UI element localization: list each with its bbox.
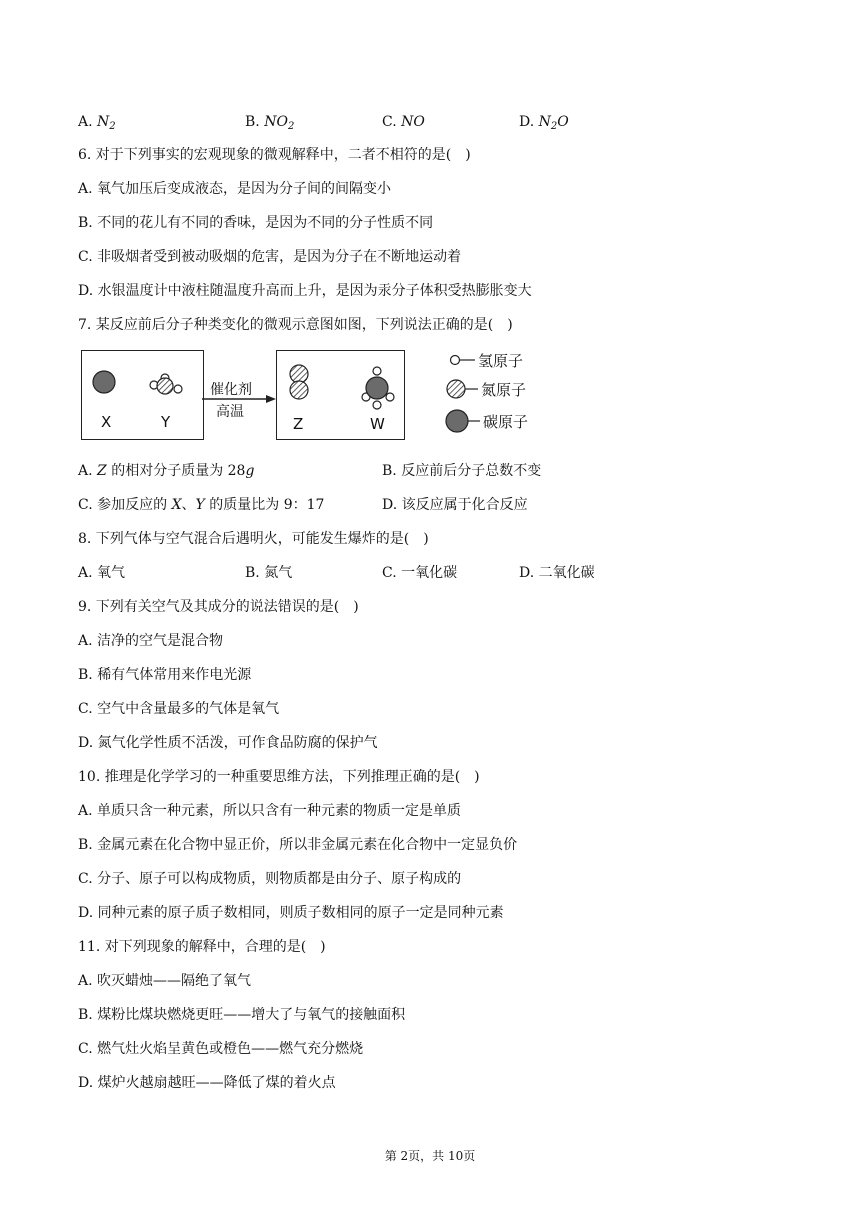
legend-carbon-label: 碳原子 — [483, 413, 529, 431]
q9-option-d: D. 氮气化学性质不活泼，可作食品防腐的保护气 — [78, 735, 378, 751]
option-var: Z — [97, 463, 107, 479]
q11-option-d: D. 煤炉火越扇越旺——降低了煤的着火点 — [78, 1075, 336, 1091]
q8-stem: 8. 下列气体与空气混合后遇明火，可能发生爆炸的是( ) — [78, 531, 429, 547]
option-var: Y — [195, 497, 205, 513]
q11-option-a: A. 吹灭蜡烛——隔绝了氧气 — [78, 973, 252, 989]
formula: N — [97, 114, 110, 130]
q10-option-d: D. 同种元素的原子质子数相同，则质子数相同的原子一定是同种元素 — [78, 905, 504, 921]
option-prefix: B. — [245, 114, 260, 130]
molecule-drawing — [0, 0, 860, 460]
q9-option-a: A. 洁净的空气是混合物 — [78, 633, 224, 649]
q7-option-d: D. 该反应属于化合反应 — [382, 497, 528, 513]
option-prefix: C. — [382, 114, 397, 130]
q11-option-b: B. 煤粉比煤块燃烧更旺——增大了与氧气的接触面积 — [78, 1007, 406, 1023]
q10-stem: 10. 推理是化学学习的一种重要思维方法，下列推理正确的是( ) — [78, 769, 480, 785]
legend-nitrogen-symbol — [447, 380, 478, 398]
q11-option-c: C. 燃气灶火焰呈黄色或橙色——燃气充分燃烧 — [78, 1041, 364, 1057]
molecule-z — [290, 365, 308, 399]
arrow-condition-catalyst: 催化剂 — [210, 382, 252, 398]
option-text: 、 — [181, 497, 196, 513]
formula: O — [557, 114, 569, 130]
option-prefix: D. — [519, 114, 535, 130]
molecule-x — [93, 371, 115, 393]
q6-option-c: C. 非吸烟者受到被动吸烟的危害，是因为分子在不断地运动着 — [78, 249, 462, 265]
q6-stem: 6. 对于下列事实的宏观现象的微观解释中，二者不相符的是( ) — [78, 147, 471, 163]
legend-hydrogen-symbol — [451, 356, 476, 365]
legend-hydrogen-label: 氢原子 — [478, 352, 524, 370]
q8-option-b: B. 氮气 — [245, 565, 293, 581]
q8-option-c: C. 一氧化碳 — [382, 565, 458, 581]
molecule-w — [362, 367, 394, 409]
subscript: 2 — [550, 121, 558, 132]
formula: NO — [264, 114, 288, 130]
option-text: A. — [78, 463, 98, 479]
option-text: 的相对分子质量为 28 — [106, 463, 246, 479]
q6-option-a: A. 氧气加压后变成液态，是因为分子间的间隔变小 — [78, 181, 392, 197]
option-var: X — [171, 497, 182, 513]
q7-stem: 7. 某反应前后分子种类变化的微观示意图如图，下列说法正确的是( ) — [78, 317, 513, 333]
q9-stem: 9. 下列有关空气及其成分的说法错误的是( ) — [78, 599, 359, 615]
q9-option-b: B. 稀有气体常用来作电光源 — [78, 667, 252, 683]
label-x: X — [101, 413, 112, 431]
formula: N — [538, 114, 551, 130]
subscript: 2 — [287, 121, 295, 132]
arrow-condition-temperature: 高温 — [216, 404, 244, 420]
q7-option-a — [78, 461, 254, 481]
q7-option-c — [78, 495, 324, 515]
q11-stem: 11. 对下列现象的解释中，合理的是( ) — [78, 939, 326, 955]
q10-option-b: B. 金属元素在化合物中显正价，所以非金属元素在化合物中一定显负价 — [78, 837, 518, 853]
option-text: C. 参加反应的 — [78, 497, 172, 513]
q6-option-d: D. 水银温度计中液柱随温度升高而上升，是因为汞分子体积受热膨胀变大 — [78, 283, 532, 299]
molecule-y — [150, 374, 182, 394]
label-z: Z — [293, 415, 304, 433]
option-text: 的质量比为 9：17 — [204, 497, 325, 513]
q8-option-a: A. 氧气 — [78, 565, 126, 581]
q8-option-d: D. 二氧化碳 — [519, 565, 595, 581]
formula: NO — [401, 114, 425, 130]
q9-option-c: C. 空气中含量最多的气体是氧气 — [78, 701, 280, 717]
q6-option-b: B. 不同的花儿有不同的香味，是因为不同的分子性质不同 — [78, 215, 434, 231]
legend-carbon-symbol — [446, 410, 480, 432]
q10-option-a: A. 单质只含一种元素，所以只含有一种元素的物质一定是单质 — [78, 803, 462, 819]
subscript: 2 — [109, 121, 116, 132]
q10-option-c: C. 分子、原子可以构成物质，则物质都是由分子、原子构成的 — [78, 871, 462, 887]
q7-option-b: B. 反应前后分子总数不变 — [382, 463, 542, 479]
option-prefix: A. — [78, 114, 93, 130]
label-w: W — [370, 415, 385, 433]
option-unit: g — [245, 463, 255, 479]
page-number-footer: 第 2页，共 10页 — [384, 1149, 476, 1163]
legend-nitrogen-label: 氮原子 — [481, 381, 527, 399]
label-y: Y — [161, 413, 171, 431]
